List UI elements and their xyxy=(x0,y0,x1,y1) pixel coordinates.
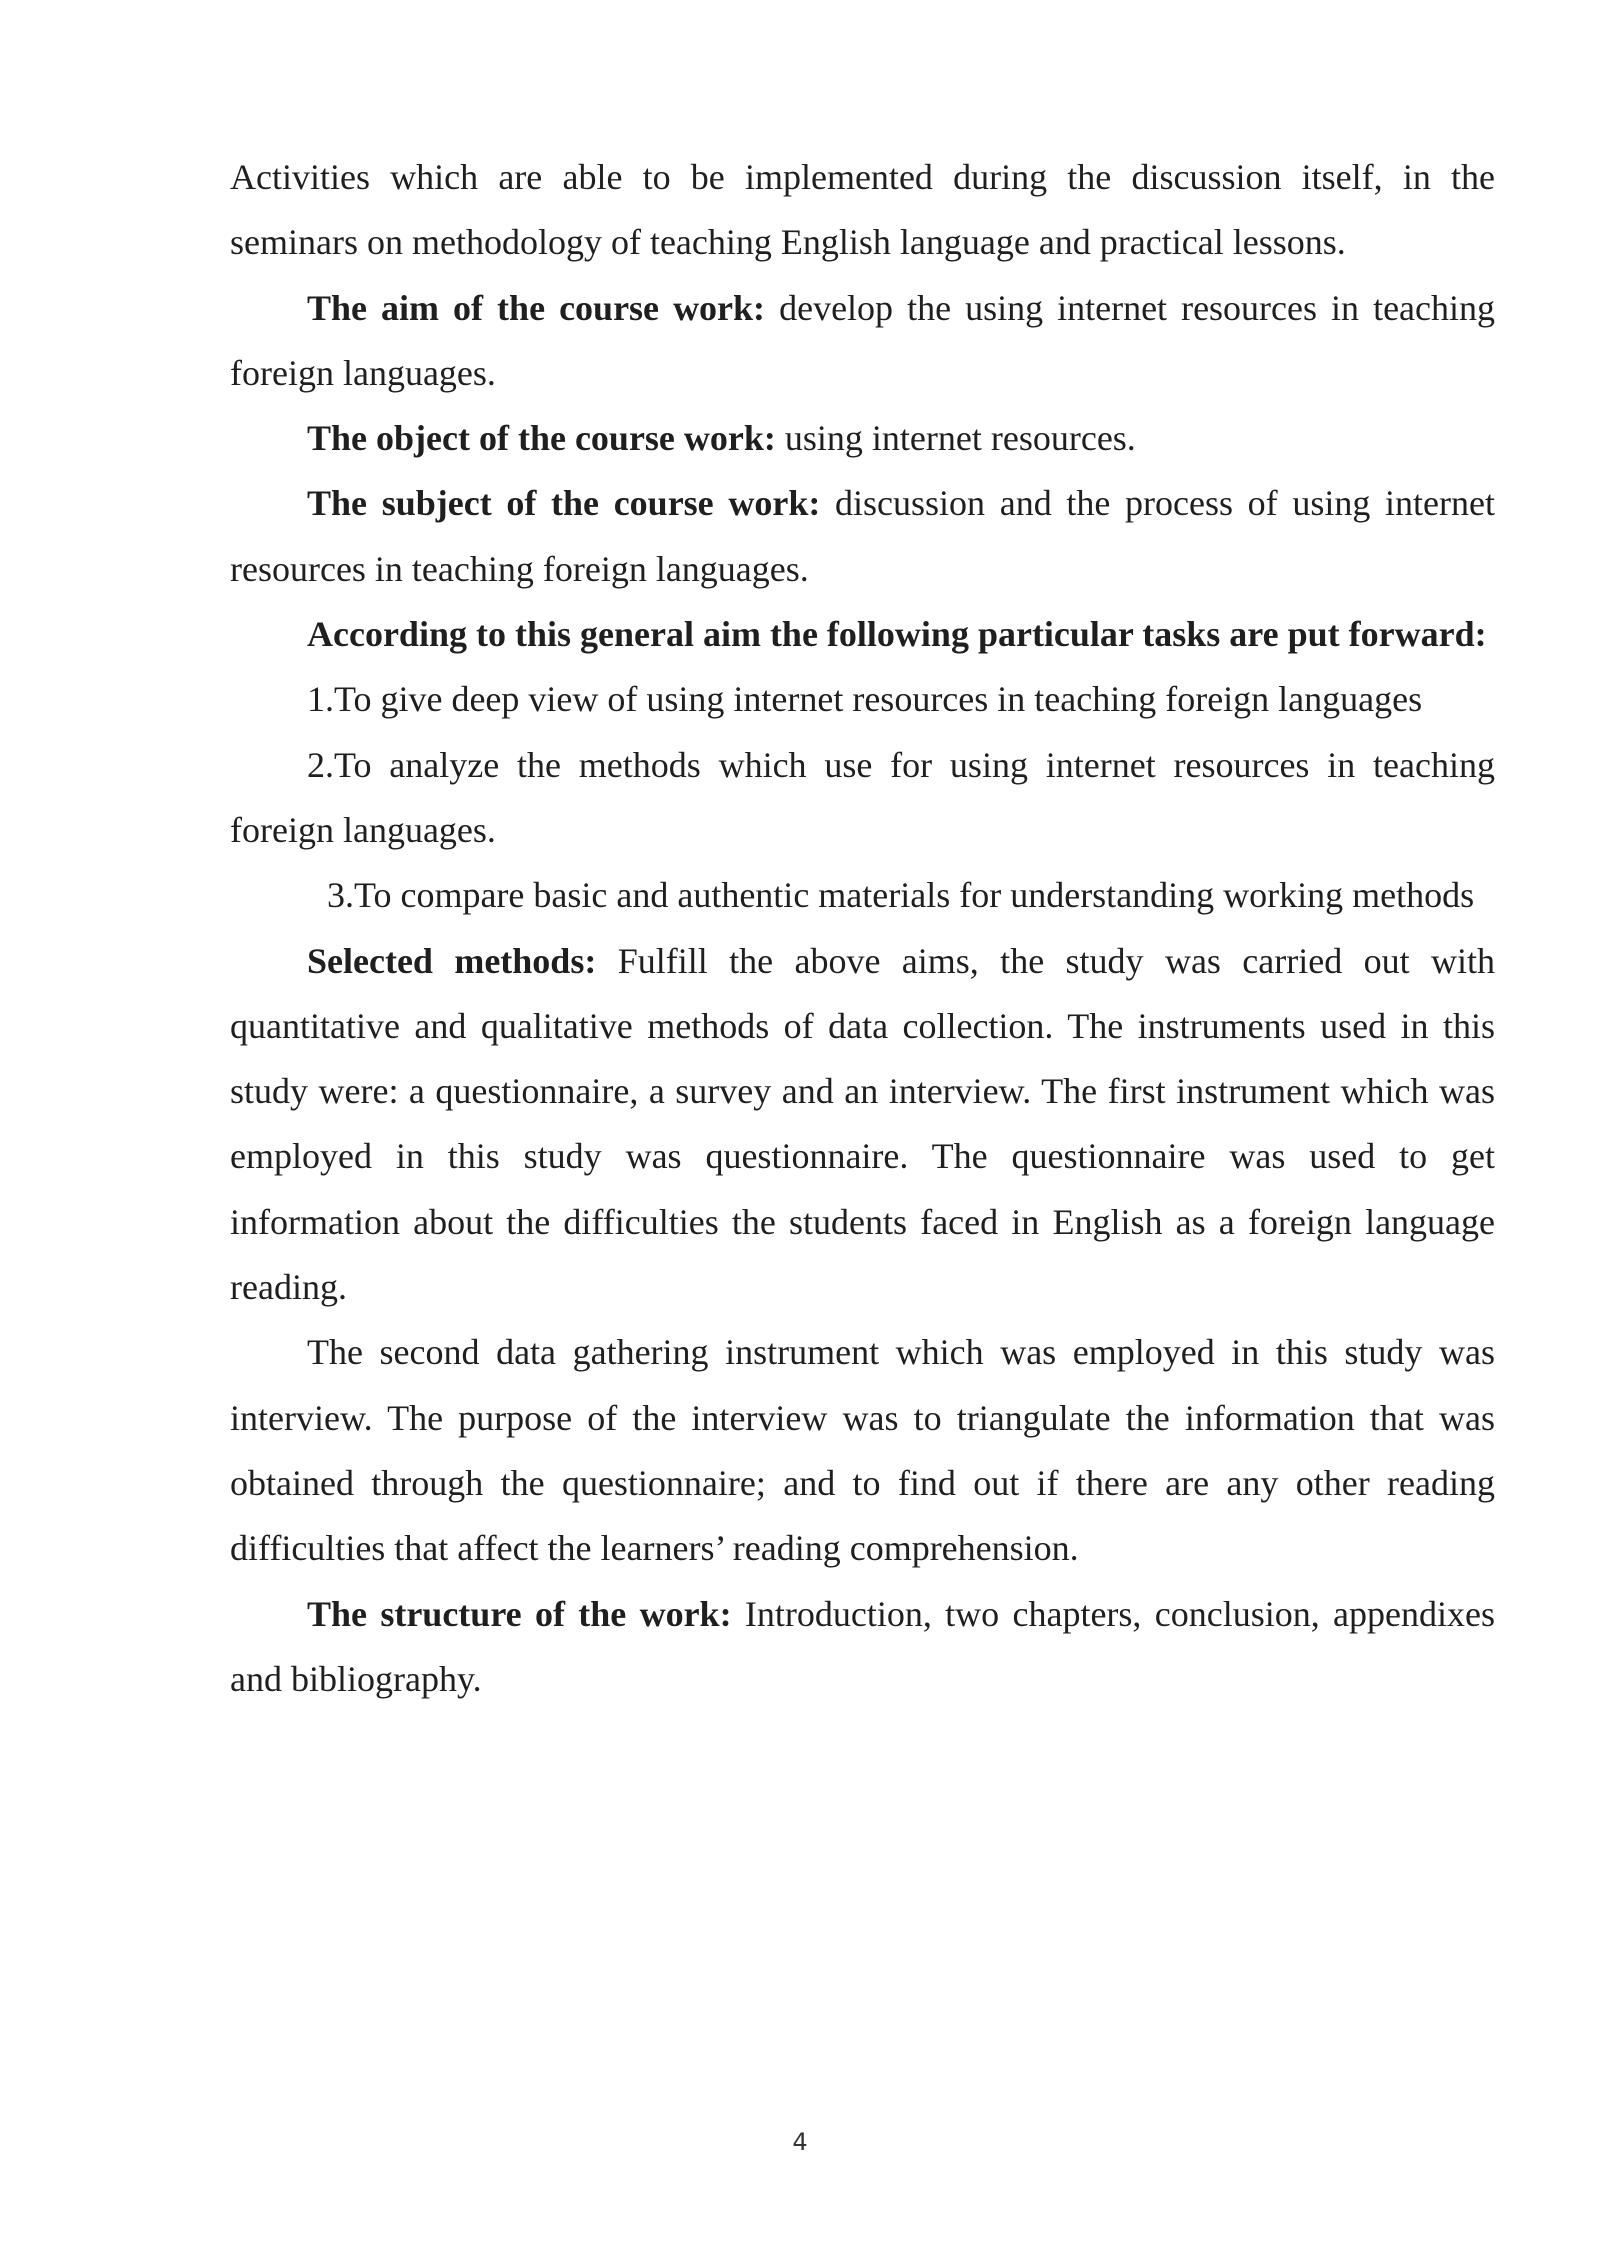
object-paragraph xyxy=(230,406,1495,471)
structure-paragraph xyxy=(230,1582,1495,1713)
page-number: 4 xyxy=(792,2128,808,2156)
object-heading: The object of the course work: xyxy=(307,418,776,459)
task-item-1 xyxy=(230,667,1495,732)
task-item-3-text: 3.To compare basic and authentic materials for understanding working methods xyxy=(327,875,1475,916)
structure-heading: The structure of the work: xyxy=(307,1593,732,1634)
aim-heading: The aim of the course work: xyxy=(307,287,766,328)
tasks-intro-heading: According to this general aim the following particular tasks are put forward: xyxy=(307,614,1487,655)
task-item-2 xyxy=(230,733,1495,864)
subject-heading: The subject of the course work: xyxy=(307,483,821,524)
subject-text: discussion and the process of using internet resources in teaching foreign languages. xyxy=(230,483,1495,589)
methods-heading: Selected methods: xyxy=(307,940,597,981)
task-item-2-text: 2.To analyze the methods which use for using internet resources in teaching foreign languages. xyxy=(230,744,1495,850)
tasks-intro-paragraph xyxy=(230,602,1495,667)
interview-text: The second data gathering instrument which was employed in this study was interview. The purpose of the interview was to triangulate the information that was obtained through the questionnaire; and to find out if there are any other reading difficulties that affect the learners’ reading comprehension. xyxy=(230,1332,1495,1569)
intro-paragraph xyxy=(230,145,1495,276)
task-item-1-text: 1.To give deep view of using internet resources in teaching foreign languages xyxy=(307,679,1423,720)
task-item-3 xyxy=(230,863,1495,928)
page-body xyxy=(230,145,1495,1712)
aim-paragraph xyxy=(230,276,1495,407)
object-text: using internet resources. xyxy=(775,418,1136,459)
aim-text: develop the using internet resources in teaching foreign languages. xyxy=(230,287,1496,393)
methods-paragraph xyxy=(230,929,1495,1321)
structure-text: Introduction, two chapters, conclusion, appendixes and bibliography. xyxy=(230,1593,1495,1699)
subject-paragraph xyxy=(230,471,1495,602)
methods-text: Fulfill the above aims, the study was carried out with quantitative and qualitative methods of data collection. The instruments used in this study were: a questionnaire, a survey and an interview. The first instrument which was employed in this study was questionnaire. The questionnaire was used to get information about the difficulties the students faced in English as a foreign language reading. xyxy=(230,940,1495,1308)
intro-text: Activities which are able to be implemented during the discussion itself, in the seminars on methodology of teaching English language and practical lessons. xyxy=(230,157,1495,263)
interview-paragraph xyxy=(230,1320,1495,1581)
